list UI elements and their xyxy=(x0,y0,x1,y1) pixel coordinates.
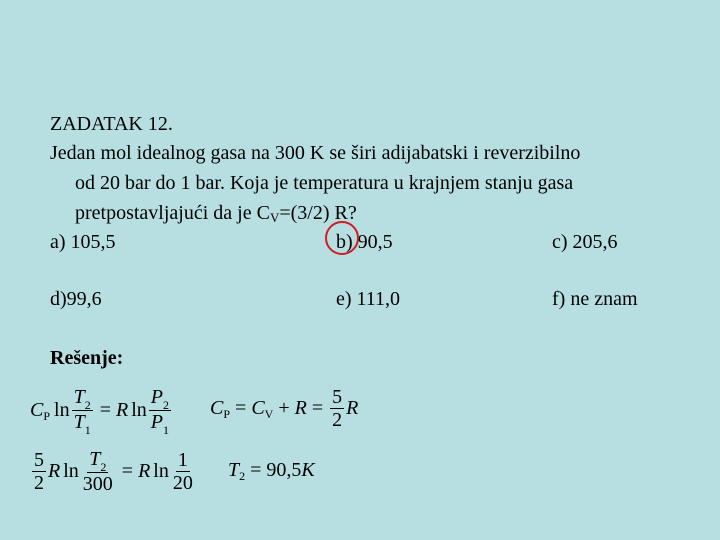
eq4-t-sub: 2 xyxy=(239,469,246,483)
solution-label: Rešenje: xyxy=(50,347,124,369)
equation-adiabatic-log xyxy=(30,386,173,435)
eq2-cp-sub: P xyxy=(223,407,231,421)
option-b: b) 90,5 xyxy=(336,231,393,253)
option-c: c) 205,6 xyxy=(552,231,618,253)
eq2-plus: + xyxy=(278,397,290,419)
option-d: d)99,6 xyxy=(50,288,102,310)
eq3-ln: ln xyxy=(63,460,79,482)
equation-substituted xyxy=(30,448,197,495)
eq1-cp: C xyxy=(30,399,44,421)
eq2-cv-sub: V xyxy=(264,407,274,421)
eq4-t: T xyxy=(228,459,240,481)
eq1-p-den-sub: 1 xyxy=(163,423,169,437)
eq2-cv: C xyxy=(251,397,265,419)
task-text-line-2: od 20 bar do 1 bar. Koja je temperatura u krajnjem stanju gasa xyxy=(75,172,574,194)
eq4-equals: = xyxy=(250,459,262,481)
equation-result xyxy=(228,459,315,482)
eq3-equals: = xyxy=(121,460,134,482)
task-text-line-1: Jedan mol idealnog gasa na 300 K se širi adijabatski i reverzibilno xyxy=(50,142,581,164)
task-text-line-3-start: pretpostavljajući da je C xyxy=(75,202,270,224)
eq2-cp: C xyxy=(210,397,224,419)
eq3-frac-num: 5 xyxy=(34,449,44,471)
eq1-t-den-sub: 1 xyxy=(84,423,91,437)
task-text-line-3-end: =(3/2) R? xyxy=(279,202,357,224)
eq2-r2: R xyxy=(346,397,359,419)
eq4-unit: K xyxy=(301,459,315,481)
eq2-fraction xyxy=(330,386,344,431)
eq1-equals: = xyxy=(99,399,111,421)
cv-subscript: V xyxy=(269,210,280,225)
eq3-o-den: 20 xyxy=(172,472,193,494)
eq2-equals-2: = xyxy=(311,397,324,419)
option-e: e) 111,0 xyxy=(336,288,401,310)
eq2-r: R xyxy=(294,397,307,419)
answer-circle-marker xyxy=(325,221,359,255)
eq4-value: 90,5 xyxy=(266,459,302,481)
option-a: a) 105,5 xyxy=(50,231,116,253)
eq3-t-fraction xyxy=(81,448,115,495)
eq1-p-den: P xyxy=(150,411,163,433)
task-text-line-3 xyxy=(75,201,357,230)
eq1-p-num: P xyxy=(150,386,163,408)
task-title: ZADATAK 12. xyxy=(50,113,173,135)
eq3-r: R xyxy=(48,460,61,482)
eq1-t-num-sub: 2 xyxy=(84,398,91,412)
eq1-t-fraction xyxy=(72,386,93,435)
eq1-p-fraction xyxy=(149,386,171,435)
equation-cp-cv xyxy=(210,386,358,431)
eq1-r: R xyxy=(116,399,129,421)
eq1-t-num: T xyxy=(73,386,85,408)
eq2-frac-den: 2 xyxy=(332,409,343,431)
eq3-r2: R xyxy=(138,460,151,482)
eq3-ln2: ln xyxy=(153,460,169,482)
eq3-t-num: T xyxy=(89,448,101,470)
option-f: f) ne znam xyxy=(552,288,638,310)
eq3-t-den: 300 xyxy=(82,473,113,495)
eq2-equals: = xyxy=(235,397,247,419)
eq2-frac-num: 5 xyxy=(332,386,343,408)
eq1-ln: ln xyxy=(54,399,70,421)
eq3-frac-den: 2 xyxy=(34,472,44,494)
eq3-t-num-sub: 2 xyxy=(100,460,107,474)
eq3-pressure-fraction xyxy=(171,449,195,494)
eq1-t-den: T xyxy=(73,411,85,433)
eq1-ln2: ln xyxy=(131,399,147,421)
eq3-o-num: 1 xyxy=(177,449,188,471)
eq1-cp-sub: P xyxy=(43,409,51,423)
eq1-p-num-sub: 2 xyxy=(163,398,169,412)
eq3-fraction-5-2 xyxy=(32,449,46,494)
